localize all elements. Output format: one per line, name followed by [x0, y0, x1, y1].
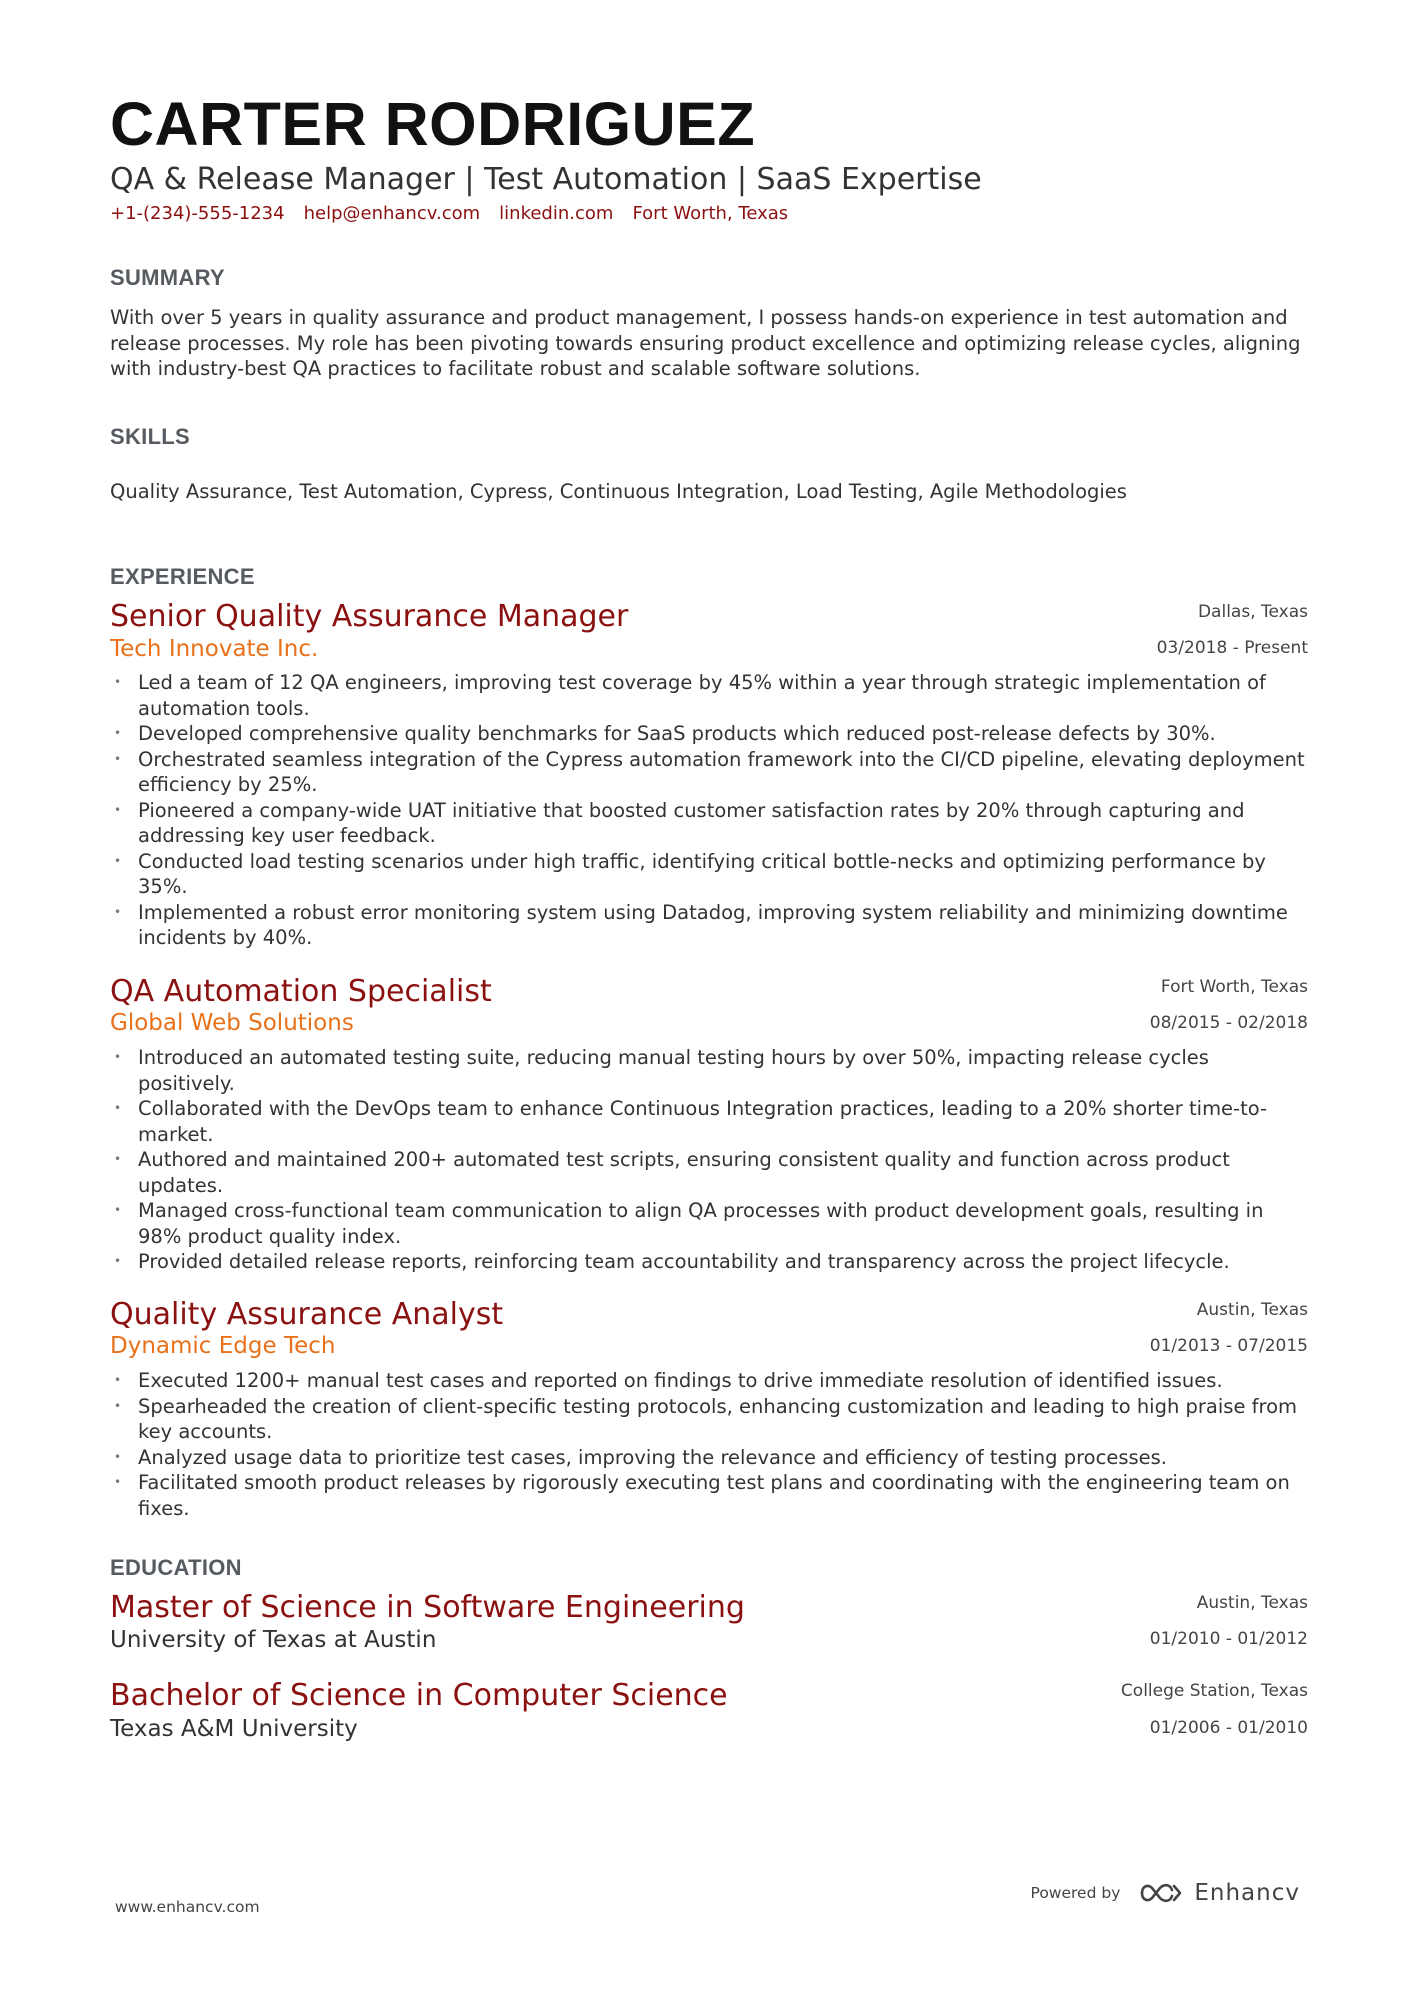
list-item: • Executed 1200+ manual test cases and reported on findings to drive immediate resolution of identified issues. [110, 1368, 1310, 1394]
brand-logo[interactable] [1138, 1880, 1300, 1906]
list-item: • Authored and maintained 200+ automated test scripts, ensuring consistent quality and function across product updates. [110, 1147, 1310, 1198]
list-item: • Managed cross-functional team communication to align QA processes with product development goals, resulting in 98% product quality index. [110, 1198, 1310, 1249]
contact-email[interactable]: help@enhancv.com [303, 203, 481, 224]
job-title: Quality Assurance Analyst [110, 1297, 504, 1332]
job-dates: 08/2015 - 02/2018 [1149, 1013, 1308, 1033]
education-location: Austin, Texas [1196, 1593, 1308, 1613]
education-degree: Bachelor of Science in Computer Science [110, 1678, 728, 1713]
job-title: QA Automation Specialist [110, 974, 492, 1009]
list-item: • Pioneered a company-wide UAT initiative that boosted customer satisfaction rates by 20% through capturing and addressing key user feedback. [110, 798, 1310, 849]
list-item: • Spearheaded the creation of client-specific testing protocols, enhancing customization and leading to high praise from key accounts. [110, 1394, 1310, 1445]
candidate-tagline: QA & Release Manager | Test Automation | SaaS Expertise [110, 162, 982, 197]
job-dates: 03/2018 - Present [1156, 638, 1308, 658]
skills-heading: SKILLS [110, 424, 191, 449]
footer-website[interactable]: www.enhancv.com [115, 1898, 260, 1916]
job-bullets [110, 1045, 1310, 1275]
contact-location: Fort Worth, Texas [632, 203, 789, 224]
education-location: College Station, Texas [1120, 1681, 1308, 1701]
list-item: • Orchestrated seamless integration of the Cypress automation framework into the CI/CD pipeline, elevating deployment efficiency by 25%. [110, 747, 1310, 798]
contact-row [110, 203, 788, 224]
education-school: Texas A&M University [110, 1716, 358, 1742]
job-company: Global Web Solutions [110, 1010, 354, 1036]
education-heading: EDUCATION [110, 1555, 242, 1580]
job-company: Dynamic Edge Tech [110, 1333, 336, 1359]
job-title: Senior Quality Assurance Manager [110, 599, 629, 634]
summary-text: With over 5 years in quality assurance and product management, I possess hands-on experience in test automation and release processes. My role has been pivoting towards ensuring product excellence and optimizing release cycles, aligning with industry-best QA practices to facilitate robust and scalable software solutions. [110, 306, 1301, 380]
job-bullets [110, 1368, 1310, 1521]
education-degree: Master of Science in Software Engineering [110, 1590, 745, 1625]
job-dates: 01/2013 - 07/2015 [1149, 1336, 1308, 1356]
contact-linkedin[interactable]: linkedin.com [499, 203, 614, 224]
summary-heading: SUMMARY [110, 265, 225, 290]
list-item: • Analyzed usage data to prioritize test cases, improving the relevance and efficiency of testing processes. [110, 1445, 1310, 1471]
list-item: • Led a team of 12 QA engineers, improving test coverage by 45% within a year through strategic implementation of automation tools. [110, 670, 1310, 721]
skills-text: Quality Assurance, Test Automation, Cypress, Continuous Integration, Load Testing, Agile Methodologies [110, 480, 1127, 503]
powered-by-label: Powered by [1030, 1884, 1121, 1902]
enhancv-logo-icon [1138, 1880, 1184, 1906]
candidate-name: CARTER RODRIGUEZ [110, 90, 756, 158]
education-dates: 01/2006 - 01/2010 [1149, 1718, 1308, 1738]
job-location: Dallas, Texas [1197, 602, 1308, 622]
education-dates: 01/2010 - 01/2012 [1149, 1629, 1308, 1649]
contact-phone[interactable]: +1-(234)-555-1234 [110, 203, 285, 224]
list-item: • Introduced an automated testing suite, reducing manual testing hours by over 50%, impacting release cycles positively. [110, 1045, 1310, 1096]
experience-heading: EXPERIENCE [110, 564, 255, 589]
list-item: • Developed comprehensive quality benchmarks for SaaS products which reduced post-release defects by 30%. [110, 721, 1310, 747]
education-school: University of Texas at Austin [110, 1627, 437, 1653]
list-item: • Implemented a robust error monitoring system using Datadog, improving system reliability and minimizing downtime incidents by 40%. [110, 900, 1310, 951]
job-location: Fort Worth, Texas [1160, 977, 1308, 997]
list-item: • Provided detailed release reports, reinforcing team accountability and transparency across the project lifecycle. [110, 1249, 1310, 1275]
job-company: Tech Innovate Inc. [110, 636, 319, 662]
list-item: • Conducted load testing scenarios under high traffic, identifying critical bottle-necks and optimizing performance by 35%. [110, 849, 1310, 900]
job-location: Austin, Texas [1196, 1300, 1308, 1320]
brand-name: Enhancv [1194, 1880, 1300, 1906]
footer-branding [1031, 1880, 1300, 1906]
job-bullets [110, 670, 1310, 951]
list-item: • Facilitated smooth product releases by rigorously executing test plans and coordinating with the engineering team on fixes. [110, 1470, 1310, 1521]
list-item: • Collaborated with the DevOps team to enhance Continuous Integration practices, leading to a 20% shorter time-to-market. [110, 1096, 1310, 1147]
